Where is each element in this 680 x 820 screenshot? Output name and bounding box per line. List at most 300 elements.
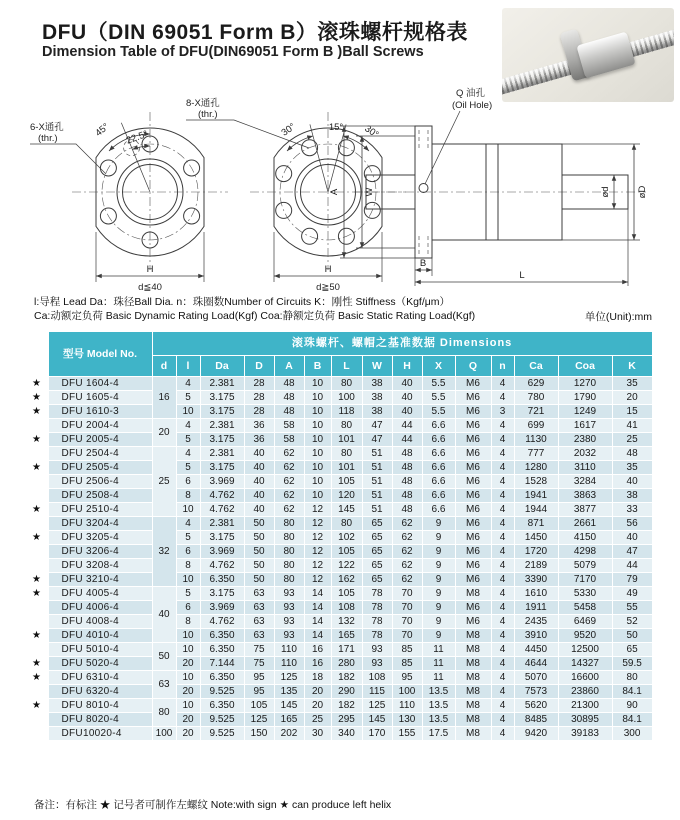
value-cell-H: 62 xyxy=(392,573,422,587)
value-cell-Q: M8 xyxy=(455,713,491,727)
dim-w-label: W xyxy=(364,187,375,197)
table-row xyxy=(30,405,652,419)
value-cell-K: 20 xyxy=(612,391,652,405)
value-cell-L: 100 xyxy=(331,391,362,405)
value-cell-X: 9 xyxy=(422,573,455,587)
value-cell-A: 165 xyxy=(274,713,304,727)
left-helix-star xyxy=(30,713,48,727)
value-cell-Da: 3.175 xyxy=(200,405,244,419)
model-no-cell: DFU 6310-4 xyxy=(48,671,152,685)
value-cell-B: 20 xyxy=(304,699,331,713)
value-cell-Ca: 3390 xyxy=(514,573,558,587)
value-cell-W: 51 xyxy=(362,503,392,517)
model-no-cell: DFU 3205-4 xyxy=(48,531,152,545)
value-cell-Coa: 3863 xyxy=(558,489,612,503)
value-cell-K: 300 xyxy=(612,727,652,741)
value-cell-L: 295 xyxy=(331,713,362,727)
value-cell-Coa: 4298 xyxy=(558,545,612,559)
value-cell-Da: 3.175 xyxy=(200,531,244,545)
value-cell-K: 55 xyxy=(612,601,652,615)
value-cell-l: 10 xyxy=(176,629,200,643)
value-cell-n: 4 xyxy=(491,517,514,531)
unit-note: 单位(Unit):mm xyxy=(584,311,652,323)
value-cell-n: 4 xyxy=(491,377,514,391)
value-cell-Coa: 39183 xyxy=(558,727,612,741)
value-cell-D: 95 xyxy=(244,671,274,685)
table-body xyxy=(30,377,652,741)
value-cell-l: 5 xyxy=(176,531,200,545)
value-cell-Ca: 5070 xyxy=(514,671,558,685)
value-cell-Da: 9.525 xyxy=(200,685,244,699)
value-cell-X: 9 xyxy=(422,531,455,545)
value-cell-K: 56 xyxy=(612,517,652,531)
value-cell-Q: M8 xyxy=(455,685,491,699)
left-helix-star xyxy=(30,489,48,503)
value-cell-K: 35 xyxy=(612,377,652,391)
value-cell-D: 50 xyxy=(244,559,274,573)
value-cell-Da: 2.381 xyxy=(200,517,244,531)
value-cell-n: 4 xyxy=(491,629,514,643)
value-cell-A: 93 xyxy=(274,629,304,643)
value-cell-K: 44 xyxy=(612,559,652,573)
value-cell-Coa: 12500 xyxy=(558,643,612,657)
value-cell-X: 11 xyxy=(422,657,455,671)
value-cell-Ca: 4644 xyxy=(514,657,558,671)
value-cell-Q: M6 xyxy=(455,405,491,419)
value-cell-B: 10 xyxy=(304,461,331,475)
value-cell-X: 9 xyxy=(422,545,455,559)
value-cell-H: 100 xyxy=(392,685,422,699)
left-helix-star: ★ xyxy=(30,391,48,405)
value-cell-Coa: 2380 xyxy=(558,433,612,447)
value-cell-Coa: 3877 xyxy=(558,503,612,517)
model-no-cell: DFU 8010-4 xyxy=(48,699,152,713)
value-cell-Q: M8 xyxy=(455,587,491,601)
value-cell-A: 135 xyxy=(274,685,304,699)
value-cell-Da: 6.350 xyxy=(200,699,244,713)
value-cell-A: 80 xyxy=(274,573,304,587)
value-cell-A: 62 xyxy=(274,489,304,503)
value-cell-W: 115 xyxy=(362,685,392,699)
value-cell-X: 9 xyxy=(422,615,455,629)
value-cell-B: 12 xyxy=(304,517,331,531)
value-cell-Q: M6 xyxy=(455,489,491,503)
value-cell-B: 30 xyxy=(304,727,331,741)
column-header-Ca: Ca xyxy=(514,356,558,377)
value-cell-n: 4 xyxy=(491,587,514,601)
left-helix-star xyxy=(30,419,48,433)
legend-line-1: l:导程 Lead Da：珠径Ball Dia. n：珠圈数Number of Circuits K：刚性 Stiffness（Kgf/μm） xyxy=(34,296,451,308)
value-cell-Coa: 23860 xyxy=(558,685,612,699)
value-cell-Da: 7.144 xyxy=(200,657,244,671)
column-header-n: n xyxy=(491,356,514,377)
value-cell-n: 4 xyxy=(491,699,514,713)
value-cell-D: 125 xyxy=(244,713,274,727)
table-row xyxy=(30,447,652,461)
value-cell-D: 50 xyxy=(244,545,274,559)
value-cell-W: 78 xyxy=(362,587,392,601)
value-cell-K: 40 xyxy=(612,475,652,489)
value-cell-Da: 4.762 xyxy=(200,559,244,573)
value-cell-A: 62 xyxy=(274,503,304,517)
value-cell-A: 93 xyxy=(274,601,304,615)
angle-30R-label: 30° xyxy=(362,123,381,141)
value-cell-B: 10 xyxy=(304,447,331,461)
dimensions-group-header: 滚珠螺杆、螺帽之基准数据 Dimensions xyxy=(152,332,652,356)
value-cell-Da: 2.381 xyxy=(200,377,244,391)
value-cell-Coa: 2661 xyxy=(558,517,612,531)
left-helix-star xyxy=(30,559,48,573)
value-cell-Coa: 2032 xyxy=(558,447,612,461)
value-cell-n: 3 xyxy=(491,405,514,419)
value-cell-B: 18 xyxy=(304,671,331,685)
table-row xyxy=(30,559,652,573)
value-cell-Q: M8 xyxy=(455,657,491,671)
value-cell-B: 10 xyxy=(304,405,331,419)
value-cell-K: 90 xyxy=(612,699,652,713)
legend-line-2: Ca:动额定负荷 Basic Dynamic Rating Load(Kgf) Coa:静额定负荷 Basic Static Rating Load(Kgf) xyxy=(34,310,476,323)
value-cell-A: 62 xyxy=(274,475,304,489)
left-helix-star: ★ xyxy=(30,629,48,643)
table-row xyxy=(30,433,652,447)
table-row xyxy=(30,601,652,615)
value-cell-B: 12 xyxy=(304,559,331,573)
value-cell-Da: 3.175 xyxy=(200,587,244,601)
value-cell-Ca: 1528 xyxy=(514,475,558,489)
d-group-cell: 100 xyxy=(152,727,176,741)
value-cell-n: 4 xyxy=(491,685,514,699)
column-header-H: H xyxy=(392,356,422,377)
value-cell-D: 28 xyxy=(244,405,274,419)
value-cell-Q: M8 xyxy=(455,643,491,657)
value-cell-n: 4 xyxy=(491,545,514,559)
dim-l-label: L xyxy=(519,270,525,281)
value-cell-K: 40 xyxy=(612,531,652,545)
value-cell-Coa: 5330 xyxy=(558,587,612,601)
table-row xyxy=(30,377,652,391)
value-cell-K: 59.5 xyxy=(612,657,652,671)
value-cell-K: 33 xyxy=(612,503,652,517)
value-cell-W: 78 xyxy=(362,601,392,615)
column-header-d: d xyxy=(152,356,176,377)
value-cell-Coa: 1270 xyxy=(558,377,612,391)
value-cell-Q: M6 xyxy=(455,433,491,447)
value-cell-D: 28 xyxy=(244,391,274,405)
value-cell-H: 48 xyxy=(392,503,422,517)
value-cell-D: 40 xyxy=(244,461,274,475)
model-no-cell: DFU 1604-4 xyxy=(48,377,152,391)
value-cell-Coa: 14327 xyxy=(558,657,612,671)
left-helix-star xyxy=(30,545,48,559)
value-cell-B: 25 xyxy=(304,713,331,727)
value-cell-B: 10 xyxy=(304,489,331,503)
d-group-cell: 20 xyxy=(152,419,176,447)
footer-note: 备注：有标注 ★ 记号者可制作左螺纹 Note:with sign ★ can produce left helix xyxy=(34,799,392,811)
model-no-cell: DFU 4006-4 xyxy=(48,601,152,615)
value-cell-H: 40 xyxy=(392,377,422,391)
value-cell-l: 6 xyxy=(176,545,200,559)
value-cell-X: 6.6 xyxy=(422,503,455,517)
value-cell-A: 125 xyxy=(274,671,304,685)
angle-30L-label: 30° xyxy=(279,121,298,139)
value-cell-Q: M6 xyxy=(455,615,491,629)
column-header-B: B xyxy=(304,356,331,377)
table-row xyxy=(30,587,652,601)
table-row xyxy=(30,503,652,517)
value-cell-L: 118 xyxy=(331,405,362,419)
value-cell-Ca: 9420 xyxy=(514,727,558,741)
value-cell-W: 78 xyxy=(362,629,392,643)
value-cell-D: 40 xyxy=(244,475,274,489)
value-cell-A: 80 xyxy=(274,559,304,573)
model-no-cell: DFU 2505-4 xyxy=(48,461,152,475)
value-cell-Da: 6.350 xyxy=(200,643,244,657)
value-cell-W: 47 xyxy=(362,419,392,433)
value-cell-n: 4 xyxy=(491,461,514,475)
value-cell-D: 40 xyxy=(244,447,274,461)
value-cell-D: 63 xyxy=(244,601,274,615)
value-cell-Da: 9.525 xyxy=(200,727,244,741)
value-cell-B: 10 xyxy=(304,433,331,447)
table-row xyxy=(30,419,652,433)
value-cell-A: 58 xyxy=(274,419,304,433)
table-row xyxy=(30,657,652,671)
value-cell-X: 6.6 xyxy=(422,419,455,433)
value-cell-W: 170 xyxy=(362,727,392,741)
value-cell-l: 10 xyxy=(176,699,200,713)
value-cell-K: 52 xyxy=(612,615,652,629)
table-row xyxy=(30,685,652,699)
value-cell-l: 20 xyxy=(176,713,200,727)
value-cell-B: 10 xyxy=(304,377,331,391)
value-cell-n: 4 xyxy=(491,671,514,685)
value-cell-H: 40 xyxy=(392,405,422,419)
value-cell-l: 10 xyxy=(176,671,200,685)
value-cell-l: 8 xyxy=(176,615,200,629)
dim-a-label: A xyxy=(329,188,340,196)
model-no-cell: DFU 3204-4 xyxy=(48,517,152,531)
value-cell-D: 36 xyxy=(244,433,274,447)
value-cell-L: 145 xyxy=(331,503,362,517)
value-cell-L: 290 xyxy=(331,685,362,699)
value-cell-D: 95 xyxy=(244,685,274,699)
value-cell-Ca: 699 xyxy=(514,419,558,433)
value-cell-D: 50 xyxy=(244,531,274,545)
value-cell-A: 110 xyxy=(274,657,304,671)
left-helix-star: ★ xyxy=(30,531,48,545)
table-row xyxy=(30,531,652,545)
value-cell-W: 51 xyxy=(362,461,392,475)
value-cell-K: 79 xyxy=(612,573,652,587)
value-cell-Da: 9.525 xyxy=(200,713,244,727)
column-header-Q: Q xyxy=(455,356,491,377)
value-cell-L: 80 xyxy=(331,377,362,391)
value-cell-Ca: 1941 xyxy=(514,489,558,503)
value-cell-Q: M6 xyxy=(455,559,491,573)
value-cell-Q: M6 xyxy=(455,419,491,433)
value-cell-D: 28 xyxy=(244,377,274,391)
model-no-cell: DFU 5020-4 xyxy=(48,657,152,671)
model-no-cell: DFU 3206-4 xyxy=(48,545,152,559)
value-cell-X: 5.5 xyxy=(422,391,455,405)
value-cell-K: 25 xyxy=(612,433,652,447)
value-cell-B: 14 xyxy=(304,615,331,629)
value-cell-Da: 6.350 xyxy=(200,629,244,643)
value-cell-A: 58 xyxy=(274,433,304,447)
value-cell-L: 132 xyxy=(331,615,362,629)
value-cell-n: 4 xyxy=(491,489,514,503)
value-cell-H: 70 xyxy=(392,587,422,601)
value-cell-K: 35 xyxy=(612,461,652,475)
value-cell-A: 62 xyxy=(274,447,304,461)
left-helix-star: ★ xyxy=(30,671,48,685)
value-cell-Coa: 3284 xyxy=(558,475,612,489)
model-no-cell: DFU 4008-4 xyxy=(48,615,152,629)
nut-side-view xyxy=(329,87,648,286)
column-header-D: D xyxy=(244,356,274,377)
column-header-X: X xyxy=(422,356,455,377)
value-cell-Ca: 780 xyxy=(514,391,558,405)
table-row xyxy=(30,629,652,643)
dimension-table xyxy=(30,331,653,741)
value-cell-B: 10 xyxy=(304,475,331,489)
model-no-cell: DFU 2506-4 xyxy=(48,475,152,489)
value-cell-Ca: 777 xyxy=(514,447,558,461)
oil-hole-label-en: (Oil Hole) xyxy=(452,100,493,111)
value-cell-Da: 2.381 xyxy=(200,419,244,433)
dim-d50-label: d≧50 xyxy=(316,282,340,292)
value-cell-X: 9 xyxy=(422,559,455,573)
value-cell-L: 101 xyxy=(331,461,362,475)
value-cell-Da: 3.969 xyxy=(200,601,244,615)
value-cell-L: 182 xyxy=(331,671,362,685)
table-header-row-1 xyxy=(30,332,652,356)
value-cell-Ca: 3910 xyxy=(514,629,558,643)
column-header-L: L xyxy=(331,356,362,377)
value-cell-Q: M6 xyxy=(455,601,491,615)
value-cell-A: 80 xyxy=(274,517,304,531)
value-cell-L: 108 xyxy=(331,601,362,615)
value-cell-Coa: 4150 xyxy=(558,531,612,545)
value-cell-H: 62 xyxy=(392,531,422,545)
value-cell-X: 11 xyxy=(422,671,455,685)
value-cell-A: 202 xyxy=(274,727,304,741)
value-cell-D: 36 xyxy=(244,419,274,433)
value-cell-X: 6.6 xyxy=(422,461,455,475)
value-cell-B: 12 xyxy=(304,503,331,517)
model-no-cell: DFU 2004-4 xyxy=(48,419,152,433)
value-cell-Ca: 4450 xyxy=(514,643,558,657)
value-cell-A: 93 xyxy=(274,615,304,629)
value-cell-H: 95 xyxy=(392,671,422,685)
value-cell-D: 75 xyxy=(244,657,274,671)
value-cell-K: 49 xyxy=(612,587,652,601)
table-row xyxy=(30,545,652,559)
value-cell-W: 38 xyxy=(362,377,392,391)
oil-hole-label-cn: Q 油孔 xyxy=(456,88,486,99)
left-helix-star: ★ xyxy=(30,503,48,517)
left-helix-star xyxy=(30,517,48,531)
value-cell-A: 48 xyxy=(274,405,304,419)
value-cell-Ca: 1944 xyxy=(514,503,558,517)
left-helix-star: ★ xyxy=(30,657,48,671)
value-cell-Da: 6.350 xyxy=(200,573,244,587)
value-cell-Ca: 2189 xyxy=(514,559,558,573)
left-helix-star xyxy=(30,685,48,699)
value-cell-B: 12 xyxy=(304,545,331,559)
model-no-cell: DFU 4010-4 xyxy=(48,629,152,643)
value-cell-H: 70 xyxy=(392,629,422,643)
value-cell-Ca: 5620 xyxy=(514,699,558,713)
value-cell-Q: M6 xyxy=(455,573,491,587)
left-helix-star xyxy=(30,475,48,489)
value-cell-W: 51 xyxy=(362,489,392,503)
value-cell-Q: M6 xyxy=(455,391,491,405)
column-header-W: W xyxy=(362,356,392,377)
model-no-cell: DFU 1610-3 xyxy=(48,405,152,419)
value-cell-n: 4 xyxy=(491,433,514,447)
value-cell-Coa: 1790 xyxy=(558,391,612,405)
left-helix-star: ★ xyxy=(30,573,48,587)
model-no-cell: DFU 3210-4 xyxy=(48,573,152,587)
value-cell-W: 65 xyxy=(362,517,392,531)
star-column-header xyxy=(30,332,48,377)
value-cell-D: 50 xyxy=(244,573,274,587)
value-cell-H: 62 xyxy=(392,545,422,559)
table-row xyxy=(30,615,652,629)
value-cell-K: 84.1 xyxy=(612,713,652,727)
value-cell-l: 10 xyxy=(176,503,200,517)
value-cell-l: 5 xyxy=(176,587,200,601)
value-cell-L: 102 xyxy=(331,531,362,545)
value-cell-X: 9 xyxy=(422,587,455,601)
value-cell-Ca: 1911 xyxy=(514,601,558,615)
value-cell-H: 48 xyxy=(392,461,422,475)
value-cell-Da: 3.175 xyxy=(200,461,244,475)
value-cell-H: 155 xyxy=(392,727,422,741)
value-cell-W: 47 xyxy=(362,433,392,447)
value-cell-A: 48 xyxy=(274,377,304,391)
value-cell-W: 51 xyxy=(362,475,392,489)
value-cell-n: 4 xyxy=(491,601,514,615)
value-cell-L: 105 xyxy=(331,545,362,559)
value-cell-X: 13.5 xyxy=(422,699,455,713)
d-group-cell: 63 xyxy=(152,671,176,699)
value-cell-Q: M8 xyxy=(455,699,491,713)
value-cell-W: 38 xyxy=(362,391,392,405)
model-no-cell: DFU 2508-4 xyxy=(48,489,152,503)
value-cell-l: 8 xyxy=(176,489,200,503)
value-cell-D: 105 xyxy=(244,699,274,713)
value-cell-W: 108 xyxy=(362,671,392,685)
value-cell-l: 10 xyxy=(176,573,200,587)
value-cell-n: 4 xyxy=(491,573,514,587)
value-cell-K: 80 xyxy=(612,671,652,685)
value-cell-D: 40 xyxy=(244,503,274,517)
d-group-cell: 32 xyxy=(152,517,176,587)
model-no-cell: DFU 2504-4 xyxy=(48,447,152,461)
dim-d40-label: d≦40 xyxy=(138,282,162,292)
value-cell-D: 63 xyxy=(244,615,274,629)
value-cell-W: 65 xyxy=(362,531,392,545)
value-cell-B: 16 xyxy=(304,657,331,671)
value-cell-L: 165 xyxy=(331,629,362,643)
table-row xyxy=(30,671,652,685)
hole-count-label-8: 8-X通孔 xyxy=(186,98,220,109)
value-cell-X: 6.6 xyxy=(422,475,455,489)
flange-view-8-hole xyxy=(250,112,406,292)
value-cell-Da: 6.350 xyxy=(200,671,244,685)
